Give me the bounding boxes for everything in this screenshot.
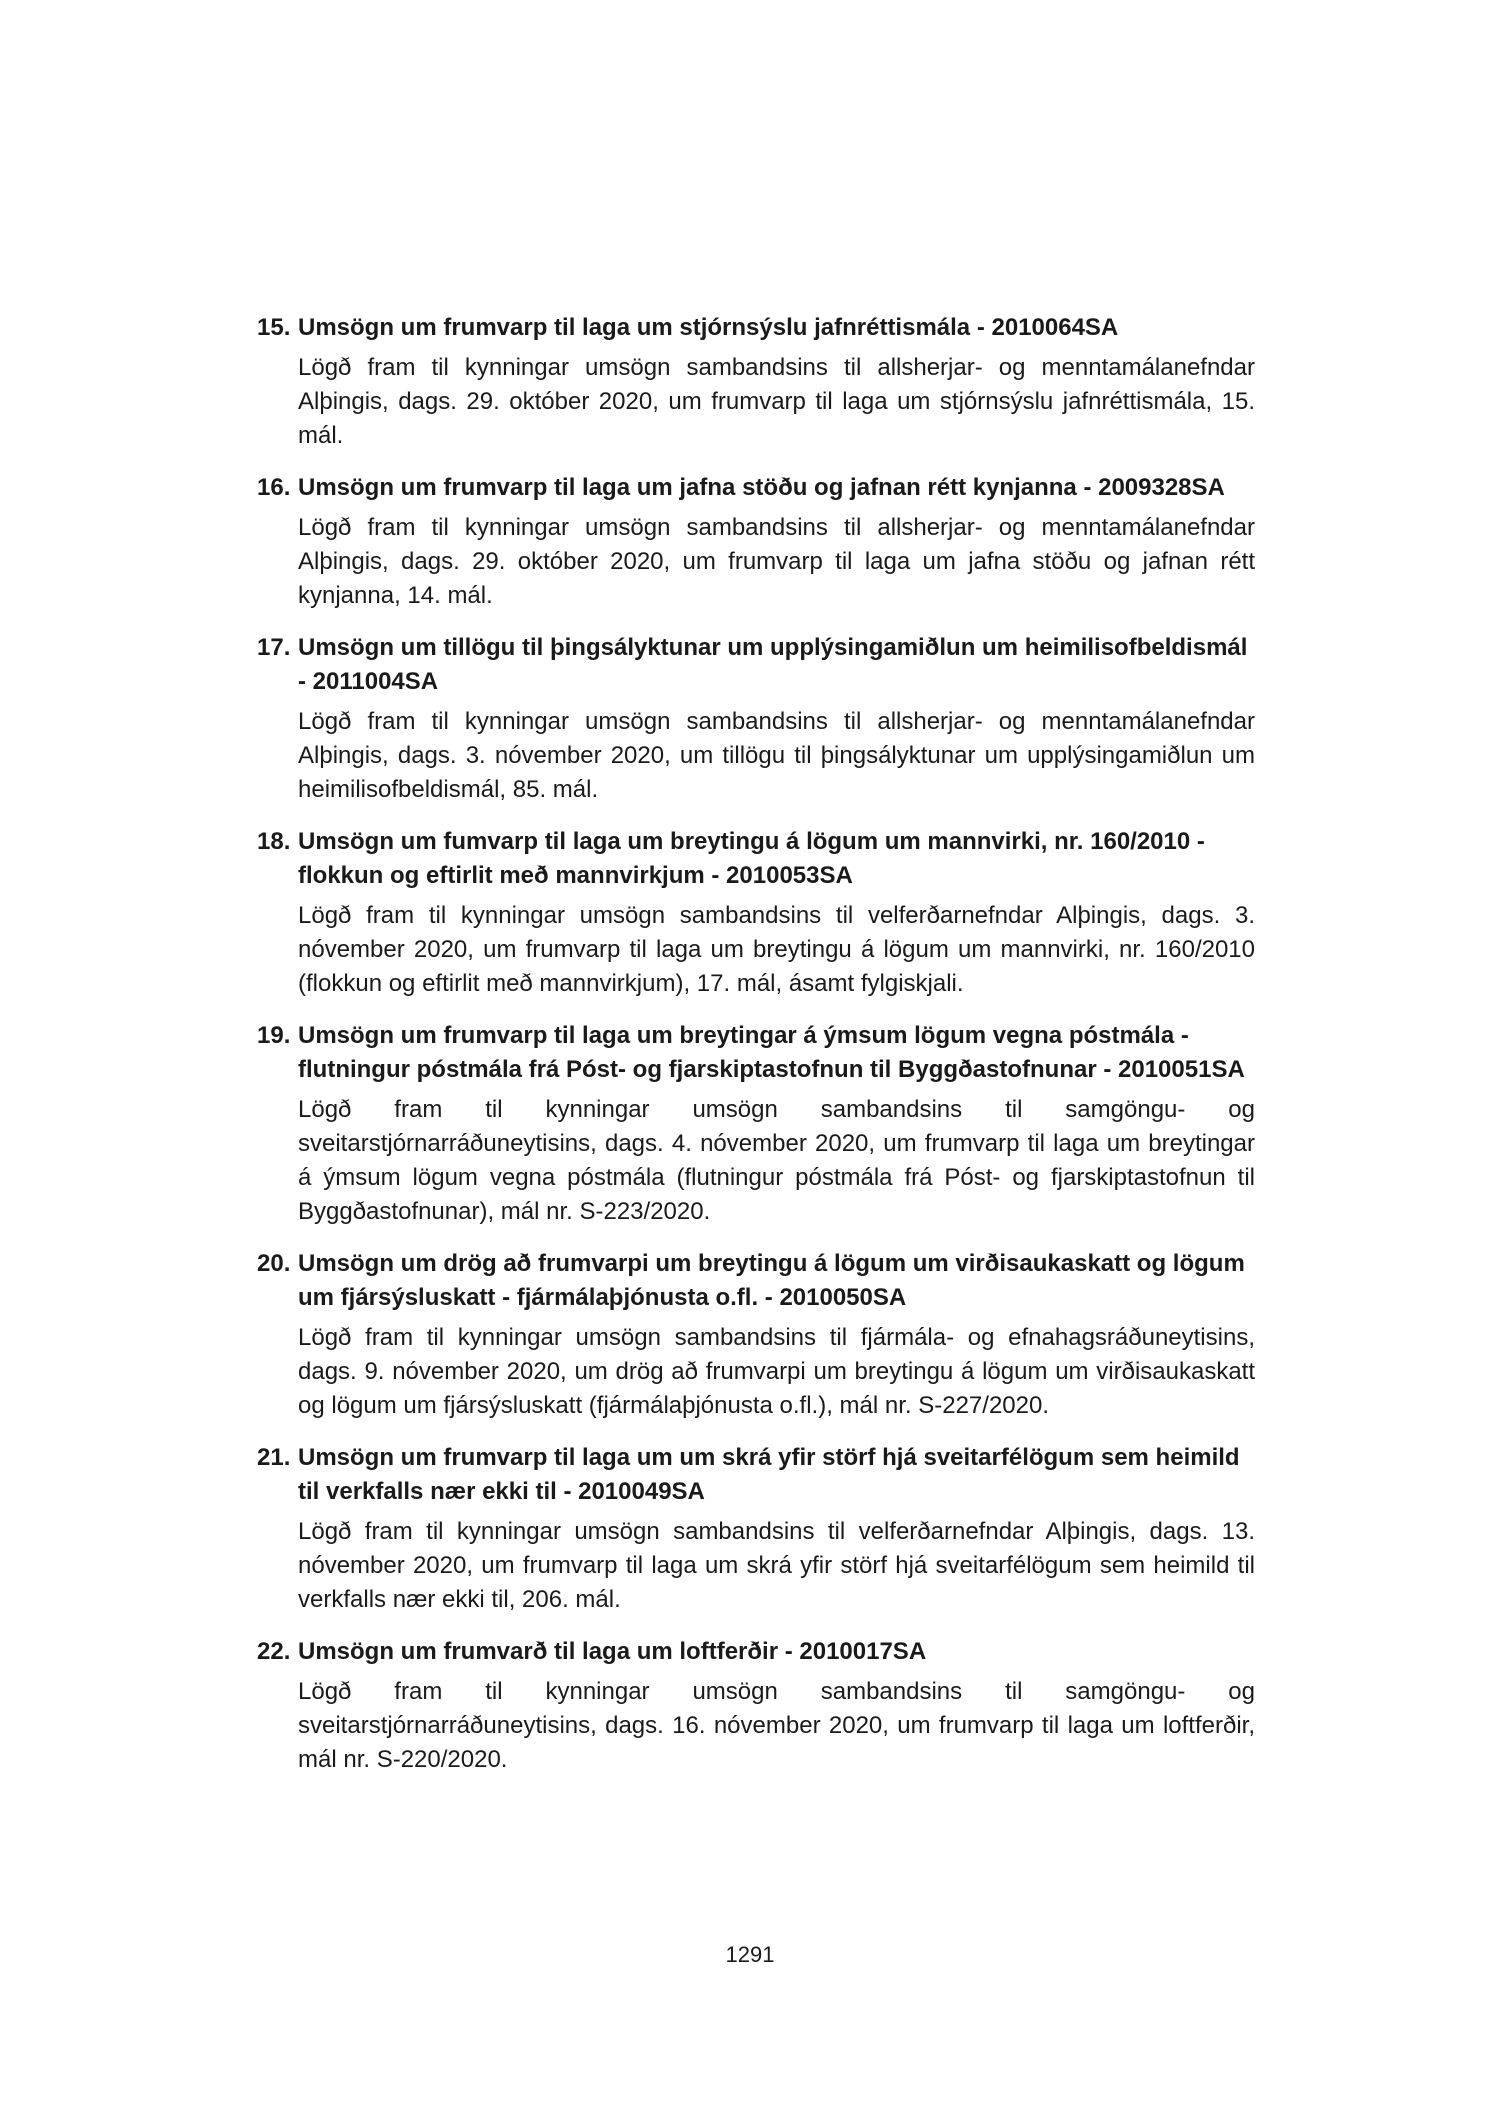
item-body: Lögð fram til kynningar umsögn sambandsins til samgöngu- og sveitarstjórnarráðuneytisins, dags. 16. nóvember 2020, um frumvarp til laga um loftferðir, mál nr. S-220/2020. [298,1678,1255,1773]
agenda-list [257,311,1255,1795]
item-number: 18. [257,828,291,855]
agenda-item-20 [257,1247,1255,1423]
agenda-item-18 [257,825,1255,1001]
agenda-item-22 [257,1635,1255,1777]
agenda-item-19 [257,1019,1255,1229]
item-title: Umsögn um frumvarp til laga um breytingar á ýmsum lögum vegna póstmála - flutningur póstmála frá Póst- og fjarskiptastofnun til Byggðastofnunar - 2010051SA [298,1022,1245,1083]
item-title: Umsögn um drög að frumvarpi um breytingu á lögum um virðisaukaskatt og lögum um fjársýsluskatt - fjármálaþjónusta o.fl. - 2010050SA [298,1250,1245,1311]
item-body: Lögð fram til kynningar umsögn sambandsins til velferðarnefndar Alþingis, dags. 3. nóvember 2020, um frumvarp til laga um breytingu á lögum um mannvirki, nr. 160/2010 (flokkun og eftirlit með mannvirkjum), 17. mál, ásamt fylgiskjali. [298,902,1255,997]
item-body: Lögð fram til kynningar umsögn sambandsins til allsherjar- og menntamálanefndar Alþingis, dags. 29. október 2020, um frumvarp til laga um stjórnsýslu jafnréttismála, 15. mál. [298,354,1255,449]
item-title: Umsögn um frumvarp til laga um jafna stöðu og jafnan rétt kynjanna - 2009328SA [298,474,1225,501]
item-title: Umsögn um frumvarp til laga um stjórnsýslu jafnréttismála - 2010064SA [298,314,1119,341]
item-title: Umsögn um tillögu til þingsályktunar um upplýsingamiðlun um heimilisofbeldismál - 2011004SA [298,634,1248,695]
page-number: 1291 [725,1942,775,1967]
item-number: 19. [257,1022,291,1049]
item-number: 15. [257,314,291,341]
item-number: 22. [257,1638,291,1665]
item-number: 17. [257,634,291,661]
item-body: Lögð fram til kynningar umsögn sambandsins til fjármála- og efnahagsráðuneytisins, dags. 9. nóvember 2020, um drög að frumvarpi um breytingu á lögum um virðisaukaskatt og lögum um fjársýsluskatt (fjármálaþjónusta o.fl.), mál nr. S-227/2020. [298,1324,1255,1419]
agenda-item-15 [257,311,1255,453]
item-title: Umsögn um fumvarp til laga um breytingu á lögum um mannvirki, nr. 160/2010 - flokkun og eftirlit með mannvirkjum - 2010053SA [298,828,1205,889]
item-title: Umsögn um frumvarp til laga um um skrá yfir störf hjá sveitarfélögum sem heimild til verkfalls nær ekki til - 2010049SA [298,1444,1240,1505]
item-number: 16. [257,474,291,501]
item-body: Lögð fram til kynningar umsögn sambandsins til allsherjar- og menntamálanefndar Alþingis, dags. 3. nóvember 2020, um tillögu til þingsályktunar um upplýsingamiðlun um heimilisofbeldismál, 85. mál. [298,708,1255,803]
item-number: 20. [257,1250,291,1277]
agenda-item-21 [257,1441,1255,1617]
item-number: 21. [257,1444,291,1471]
item-title: Umsögn um frumvarð til laga um loftferðir - 2010017SA [298,1638,927,1665]
item-body: Lögð fram til kynningar umsögn sambandsins til velferðarnefndar Alþingis, dags. 13. nóvember 2020, um frumvarp til laga um skrá yfir störf hjá sveitarfélögum sem heimild til verkfalls nær ekki til, 206. mál. [298,1518,1255,1613]
item-body: Lögð fram til kynningar umsögn sambandsins til allsherjar- og menntamálanefndar Alþingis, dags. 29. október 2020, um frumvarp til laga um jafna stöðu og jafnan rétt kynjanna, 14. mál. [298,514,1255,609]
agenda-item-17 [257,631,1255,807]
item-body: Lögð fram til kynningar umsögn sambandsins til samgöngu- og sveitarstjórnarráðuneytisins, dags. 4. nóvember 2020, um frumvarp til laga um breytingar á ýmsum lögum vegna póstmála (flutningur póstmála frá Póst- og fjarskiptastofnun til Byggðastofnunar), mál nr. S-223/2020. [298,1096,1255,1225]
agenda-item-16 [257,471,1255,613]
